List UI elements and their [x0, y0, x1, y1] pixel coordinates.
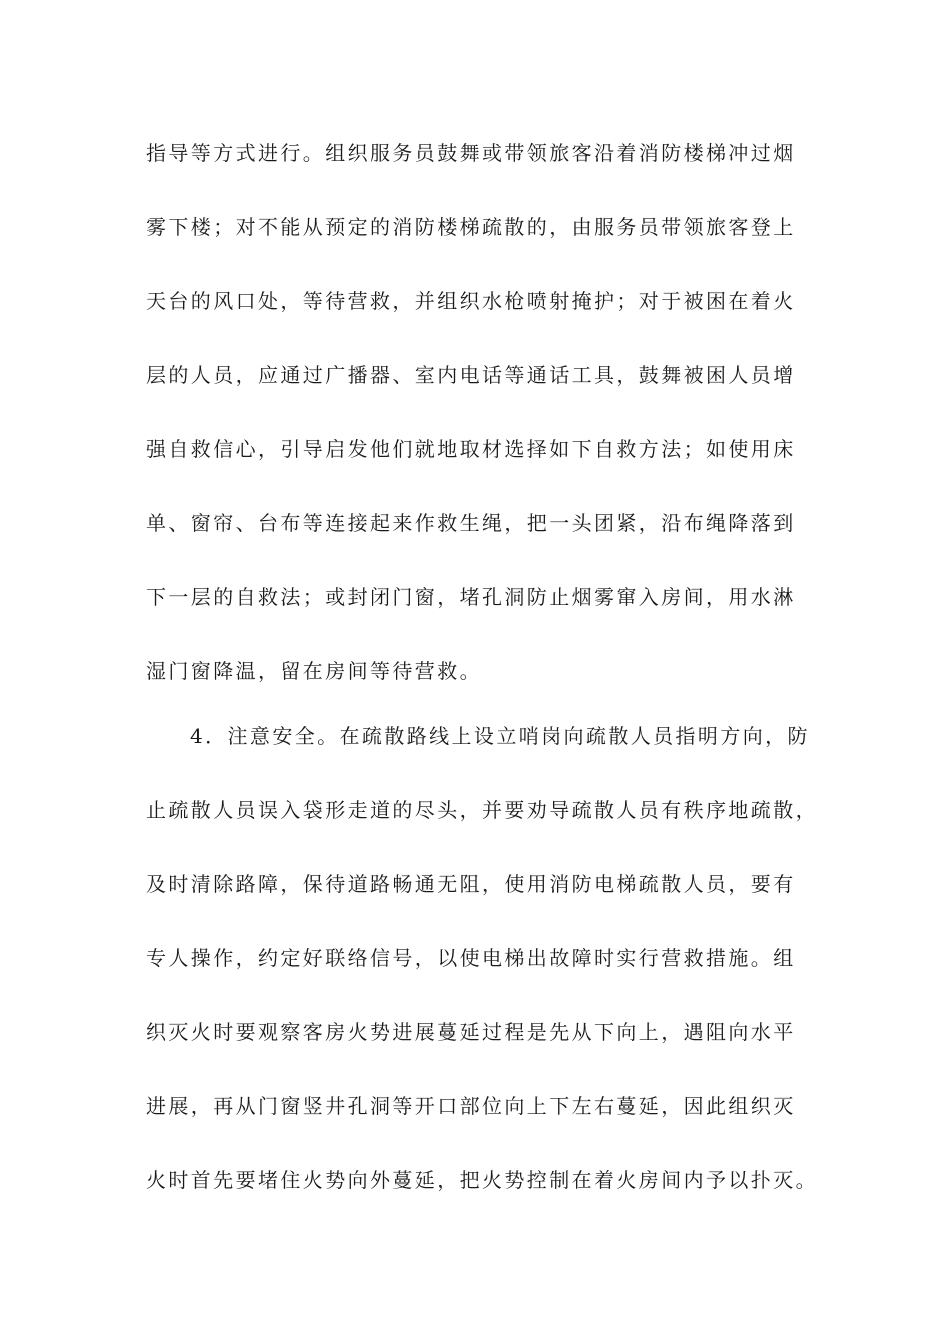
paragraph-first-line: 4．注意安全。在疏散路线上设立哨岗向疏散人员指明方向，防 — [190, 724, 810, 748]
text-line: 下一层的自救法；或封闭门窗，堵孔洞防止烟雾窜入房间，用水淋 — [146, 585, 796, 609]
text-line: 单、窗帘、台布等连接起来作救生绳，把一头团紧，沿布绳降落到 — [146, 511, 796, 535]
text-line: 织灭火时要观察客房火势进展蔓延过程是先从下向上，遇阻向水平 — [146, 1020, 796, 1044]
text-line: 止疏散人员误入袋形走道的尽头，并要劝导疏散人员有秩序地疏散， — [146, 798, 818, 822]
text-line: 天台的风口处，等待营救，并组织水枪喷射掩护；对于被困在着火 — [146, 289, 796, 313]
text-line: 专人操作，约定好联络信号，以使电梯出故障时实行营救措施。组 — [146, 946, 796, 970]
text-line: 进展，再从门窗竖井孔洞等开口部位向上下左右蔓延，因此组织灭 — [146, 1094, 796, 1118]
text-line: 及时清除路障，保待道路畅通无阻，使用消防电梯疏散人员，要有 — [146, 872, 796, 896]
text-line: 火时首先要堵住火势向外蔓延，把火势控制在着火房间内予以扑灭。 — [146, 1168, 818, 1192]
text-line: 层的人员，应通过广播器、室内电话等通话工具，鼓舞被困人员增 — [146, 363, 796, 387]
text-line: 湿门窗降温，留在房间等待营救。 — [146, 659, 482, 683]
text-line: 指导等方式进行。组织服务员鼓舞或带领旅客沿着消防楼梯冲过烟 — [146, 141, 796, 165]
text-line: 强自救信心，引导启发他们就地取材选择如下自救方法；如使用床 — [146, 437, 796, 461]
text-line: 雾下楼；对不能从预定的消防楼梯疏散的，由服务员带领旅客登上 — [146, 215, 796, 239]
